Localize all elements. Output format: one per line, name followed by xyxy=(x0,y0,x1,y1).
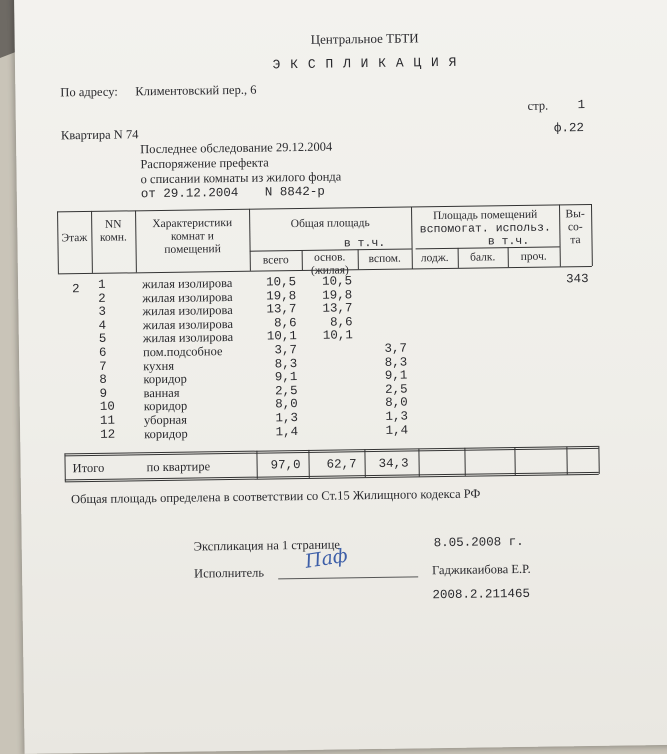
row-area-main xyxy=(311,343,353,344)
row-area-main xyxy=(312,411,354,412)
col-loggia: лодж. xyxy=(420,251,449,265)
col-height-1: Вы- xyxy=(565,208,585,221)
col-total-area: Общая площадь xyxy=(290,217,370,231)
survey-date: Последнее обследование 29.12.2004 xyxy=(140,139,333,157)
totals-main: 62,7 xyxy=(326,457,357,472)
row-area-aux xyxy=(365,315,407,316)
row-description: жилая изолирова xyxy=(142,330,234,346)
executor-label: Исполнитель xyxy=(194,565,265,581)
row-area-aux: 2,5 xyxy=(384,382,408,397)
row-area-aux: 8,0 xyxy=(385,395,408,411)
row-area-aux: 9,1 xyxy=(384,368,408,384)
row-room-number: 4 xyxy=(98,318,107,333)
row-area-main xyxy=(312,398,354,399)
legal-note: Общая площадь определена в соответствии со Ст.15 Жилищного кодекса РФ xyxy=(70,486,481,507)
executor-name: Гаджикаибова Е.Р. xyxy=(431,561,531,578)
row-description: жилая изолирова xyxy=(142,316,234,333)
col-height-2: со- xyxy=(567,221,583,234)
row-area-aux: 1,3 xyxy=(385,409,409,424)
col-height-3: та xyxy=(570,234,581,247)
col-main-1: основ. xyxy=(313,251,346,264)
row-description: жилая изолирова xyxy=(142,289,233,305)
row-area-all: 8,0 xyxy=(275,397,298,412)
row-area-aux: 1,4 xyxy=(385,423,409,438)
row-area-aux xyxy=(365,329,407,330)
apartment-number: Квартира N 74 xyxy=(60,127,139,143)
row-area-all: 8,6 xyxy=(274,315,297,331)
row-area-all: 10,1 xyxy=(266,329,297,344)
row-description: уборная xyxy=(143,412,187,428)
row-room-number: 12 xyxy=(100,427,116,442)
handwritten-signature: Паф xyxy=(303,544,350,573)
document-date: 8.05.2008 г. xyxy=(433,534,524,551)
order-number: N 8842-р xyxy=(264,184,325,200)
row-area-all: 13,7 xyxy=(266,302,297,317)
col-aux-area-2: вспомогат. использ. xyxy=(419,221,551,237)
row-area-all: 8,3 xyxy=(274,356,298,371)
col-desc-2: комнат и xyxy=(170,230,214,243)
document-code: 2008.2.211465 xyxy=(432,586,531,603)
totals-label: Итого xyxy=(72,460,105,476)
row-description: пом.подсобное xyxy=(142,344,223,360)
pages-note: Экспликация на 1 странице xyxy=(193,537,341,554)
row-area-aux xyxy=(364,288,406,289)
row-area-aux: 3,7 xyxy=(384,341,408,356)
page-number: 1 xyxy=(577,98,586,113)
document-sheet xyxy=(14,0,667,754)
page-label: стр. xyxy=(527,98,549,113)
row-area-all: 1,3 xyxy=(275,411,299,426)
col-other: проч. xyxy=(520,250,547,263)
document-title: Э К С П Л И К А Ц И Я xyxy=(272,54,458,73)
row-area-main xyxy=(311,370,353,371)
row-description: коридор xyxy=(143,399,188,414)
row-room-number: 2 xyxy=(98,291,106,306)
row-room-number: 9 xyxy=(99,386,108,401)
totals-label-2: по квартире xyxy=(146,459,211,475)
row-area-main xyxy=(312,425,354,426)
col-main-2: (жилая) xyxy=(310,264,349,277)
row-area-main: 10,1 xyxy=(322,328,353,344)
row-area-all: 9,1 xyxy=(274,370,298,385)
row-room-number: 8 xyxy=(99,372,108,388)
row-area-aux xyxy=(364,302,406,303)
row-area-main xyxy=(311,357,353,358)
row-description: жилая изолирова xyxy=(142,303,233,319)
row-room-number: 11 xyxy=(99,413,116,428)
col-aux-area-1: Площадь помещений xyxy=(432,208,538,223)
totals-all: 97,0 xyxy=(270,458,301,473)
col-balcony: балк. xyxy=(470,251,496,264)
col-aux-vtch: в т.ч. xyxy=(487,234,530,249)
height-value: 343 xyxy=(565,272,589,287)
row-room-number: 5 xyxy=(98,332,107,347)
col-desc-1: Характеристики xyxy=(152,216,233,231)
col-all: всего xyxy=(262,254,289,267)
row-description: жилая изолирова xyxy=(141,275,233,292)
row-room-number: 10 xyxy=(99,400,115,415)
row-area-aux xyxy=(364,275,406,276)
order-line-1: Распоряжение префекта xyxy=(140,155,269,172)
row-room-number: 6 xyxy=(98,345,107,360)
row-description: коридор xyxy=(144,426,188,441)
row-area-main: 10,5 xyxy=(321,274,353,289)
totals-aux: 34,3 xyxy=(378,456,409,471)
row-description: кухня xyxy=(143,358,175,373)
order-line-2: о списании комнаты из жилого фонда xyxy=(140,169,342,187)
row-room-number: 7 xyxy=(99,359,107,374)
form-code: ф.22 xyxy=(553,121,585,136)
org-name: Центральное ТБТИ xyxy=(310,30,419,47)
row-area-main: 19,8 xyxy=(322,287,353,303)
row-area-main xyxy=(311,384,353,385)
col-total-vtch: в т.ч. xyxy=(343,236,386,251)
col-aux: вспом. xyxy=(368,252,401,266)
row-description: ванная xyxy=(143,385,180,401)
address-label: По адресу: xyxy=(60,84,118,100)
col-floor: Этаж xyxy=(61,232,88,245)
row-area-all: 19,8 xyxy=(266,288,297,304)
order-date: от 29.12.2004 xyxy=(140,185,239,202)
floor-value: 2 xyxy=(72,282,80,297)
col-room-no-2: комн. xyxy=(99,231,127,244)
col-desc-3: помещений xyxy=(164,243,221,256)
row-area-main: 13,7 xyxy=(322,301,353,316)
row-room-number: 3 xyxy=(98,304,107,320)
address-value: Климентовский пер., 6 xyxy=(135,82,257,99)
row-area-all: 2,5 xyxy=(274,383,298,399)
row-area-aux: 8,3 xyxy=(384,355,408,370)
row-area-all: 10,5 xyxy=(265,275,297,290)
row-room-number: 1 xyxy=(97,277,106,292)
col-room-no-1: NN xyxy=(104,218,122,231)
row-description: коридор xyxy=(143,371,187,387)
row-area-all: 3,7 xyxy=(274,343,298,358)
row-area-main: 8,6 xyxy=(330,315,353,330)
row-area-all: 1,4 xyxy=(275,424,299,439)
